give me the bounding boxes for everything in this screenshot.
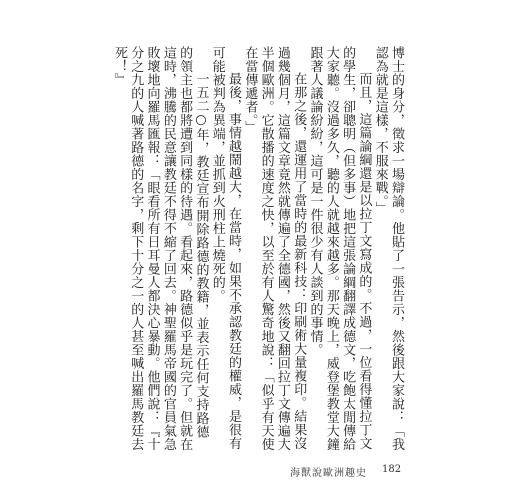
paragraph-1: 博士的身分，徵求一場辯論。他貼了一張告示，然後跟大家說：「我認為就是這樣，不服來戰。」 bbox=[372, 46, 404, 451]
book-title: 海獸說歐洲趣史 bbox=[290, 468, 367, 479]
page-number: 182 bbox=[382, 464, 402, 475]
paragraph-3: 在那之後，還運用了當時的最新科技：印刷術大量複印。結果沒過幾個月，這篇文章竟然就傳遍了全德國，然後又翻回拉丁文傳遍大半個歐洲。它散播的速度之快，以至於有人驚奇地說：「似乎有天使在當傳遞者。」 bbox=[242, 46, 307, 451]
body-text bbox=[111, 46, 404, 451]
paragraph-4: 最後，事情越鬧越大，在當時，如果不承認教廷的權威，是很有可能被判為異端，並抓到火刑柱上燒死的。 bbox=[209, 46, 242, 450]
page-footer bbox=[0, 464, 520, 484]
paragraph-5: 一五二○年，教廷宣布開除路德的教籍，並表示任何支持路德的領主也都將遭到同樣的待遇。看起來，路德似乎是玩完了。但就在這時，沸騰的民意讓教廷不得不縮了回去。神聖羅馬帝國的官員氣急敗壞地向羅馬匯報：「眼看所有日耳曼人都決心暴動。他們說：『十分之九的人喊著路德的名字，剩下十分之一的人甚至喊出羅馬教廷去死！』 bbox=[111, 46, 209, 451]
paragraph-2: 而且，這篇論綱還是以拉丁文寫成的。不過，一位看得懂拉丁文的學生，卻聰明（但多事）地把這張論綱翻譯成德文，吃飽太閒傳給大家聽。沒過多久，聽的人就越來越多。那天晚上，威登堡教堂大鐘跟著人議論紛紛，這可是一件很少有人談到的事情。 bbox=[307, 46, 372, 451]
